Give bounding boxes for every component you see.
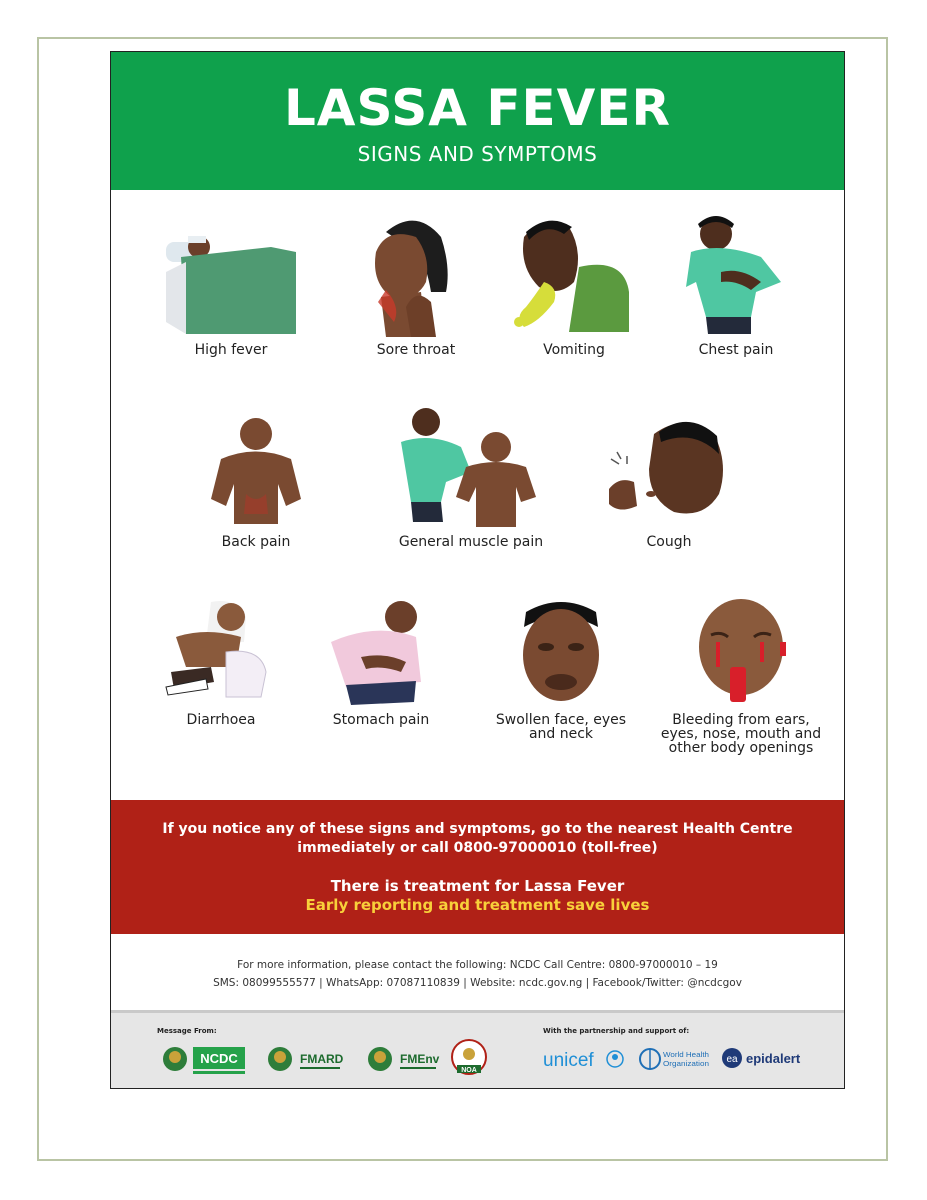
vomiting-illustration xyxy=(504,212,644,337)
symptom-label: High fever xyxy=(194,342,268,358)
bleeding-illustration xyxy=(656,597,826,707)
symptom-label: Vomiting xyxy=(543,342,605,358)
partnership-label: With the partnership and support of: xyxy=(543,1027,690,1035)
back-pain-illustration xyxy=(186,414,326,529)
symptom-back-pain xyxy=(186,414,326,549)
contact-info xyxy=(111,956,844,992)
high-fever-illustration xyxy=(161,212,301,337)
symptom-label: Chest pain xyxy=(698,342,774,358)
noa-logo xyxy=(449,1037,489,1085)
logo-text-unicef: unicef xyxy=(543,1050,594,1071)
symptom-diarrhoea xyxy=(156,597,286,727)
symptom-cough xyxy=(599,414,739,549)
who-logo xyxy=(639,1047,711,1077)
logo-text-noa: NOA xyxy=(461,1067,477,1074)
logo-text-fmenv: FMEnv xyxy=(400,1052,440,1066)
logo-text-epidalert: epidalert xyxy=(746,1051,801,1066)
symptom-label: Cough xyxy=(646,534,692,550)
logo-text-who-line1: World Health xyxy=(663,1050,709,1059)
logo-text-ncdc: NCDC xyxy=(200,1051,238,1066)
notice-treatment: There is treatment for Lassa Fever xyxy=(330,877,625,895)
poster xyxy=(110,51,845,1089)
muscle-pain-illustration xyxy=(391,402,551,529)
swollen-face-illustration xyxy=(486,597,636,707)
symptom-label: General muscle pain xyxy=(398,534,544,550)
notice-slogan: Early reporting and treatment save lives xyxy=(305,896,650,914)
fmard-logo xyxy=(266,1043,346,1081)
epidalert-logo xyxy=(721,1045,816,1079)
header-banner xyxy=(111,52,844,190)
fmenv-logo xyxy=(366,1043,446,1081)
diarrhoea-illustration xyxy=(156,597,286,707)
notice-advice: If you notice any of these signs and symptoms, go to the nearest Health Centre immediately or call 0800-97000010 (toll-free) xyxy=(162,821,793,856)
logo-text-who-line2: Organization xyxy=(663,1059,709,1068)
symptom-label: Sore throat xyxy=(376,342,456,358)
symptom-label: Swollen face, eyes and neck xyxy=(495,712,627,742)
contact-line-2: SMS: 08099555577 | WhatsApp: 07087110839 | Website: ncdc.gov.ng | Facebook/Twitter: @ncdcgov xyxy=(213,977,742,989)
unicef-logo xyxy=(543,1047,628,1077)
notice-banner xyxy=(111,800,844,934)
chest-pain-illustration xyxy=(666,212,806,337)
symptom-label: Bleeding from ears, eyes, nose, mouth and other body openings xyxy=(660,712,822,756)
symptom-high-fever xyxy=(161,212,301,357)
poster-title: LASSA FEVER xyxy=(283,79,672,137)
symptom-bleeding xyxy=(656,597,826,755)
poster-subtitle: SIGNS AND SYMPTOMS xyxy=(357,142,598,166)
sore-throat-illustration xyxy=(346,212,486,337)
symptom-label: Stomach pain xyxy=(332,712,430,728)
symptom-sore-throat xyxy=(346,212,486,357)
stomach-pain-illustration xyxy=(316,597,446,707)
symptom-vomiting xyxy=(504,212,644,357)
symptom-label: Back pain xyxy=(221,534,291,550)
logo-text-fmard: FMARD xyxy=(300,1052,344,1066)
symptom-label: Diarrhoea xyxy=(186,712,256,728)
symptom-stomach-pain xyxy=(316,597,446,727)
footer-logos xyxy=(111,1010,844,1088)
symptom-swollen-face xyxy=(486,597,636,741)
epidalert-mark-icon: ea xyxy=(726,1054,738,1065)
cough-illustration xyxy=(599,414,739,529)
symptom-chest-pain xyxy=(666,212,806,357)
message-from-label: Message From: xyxy=(157,1027,217,1035)
ncdc-logo xyxy=(161,1043,251,1081)
symptom-general-muscle-pain xyxy=(391,402,551,549)
contact-line-1: For more information, please contact the following: NCDC Call Centre: 0800-97000010 – 19 xyxy=(237,959,718,971)
